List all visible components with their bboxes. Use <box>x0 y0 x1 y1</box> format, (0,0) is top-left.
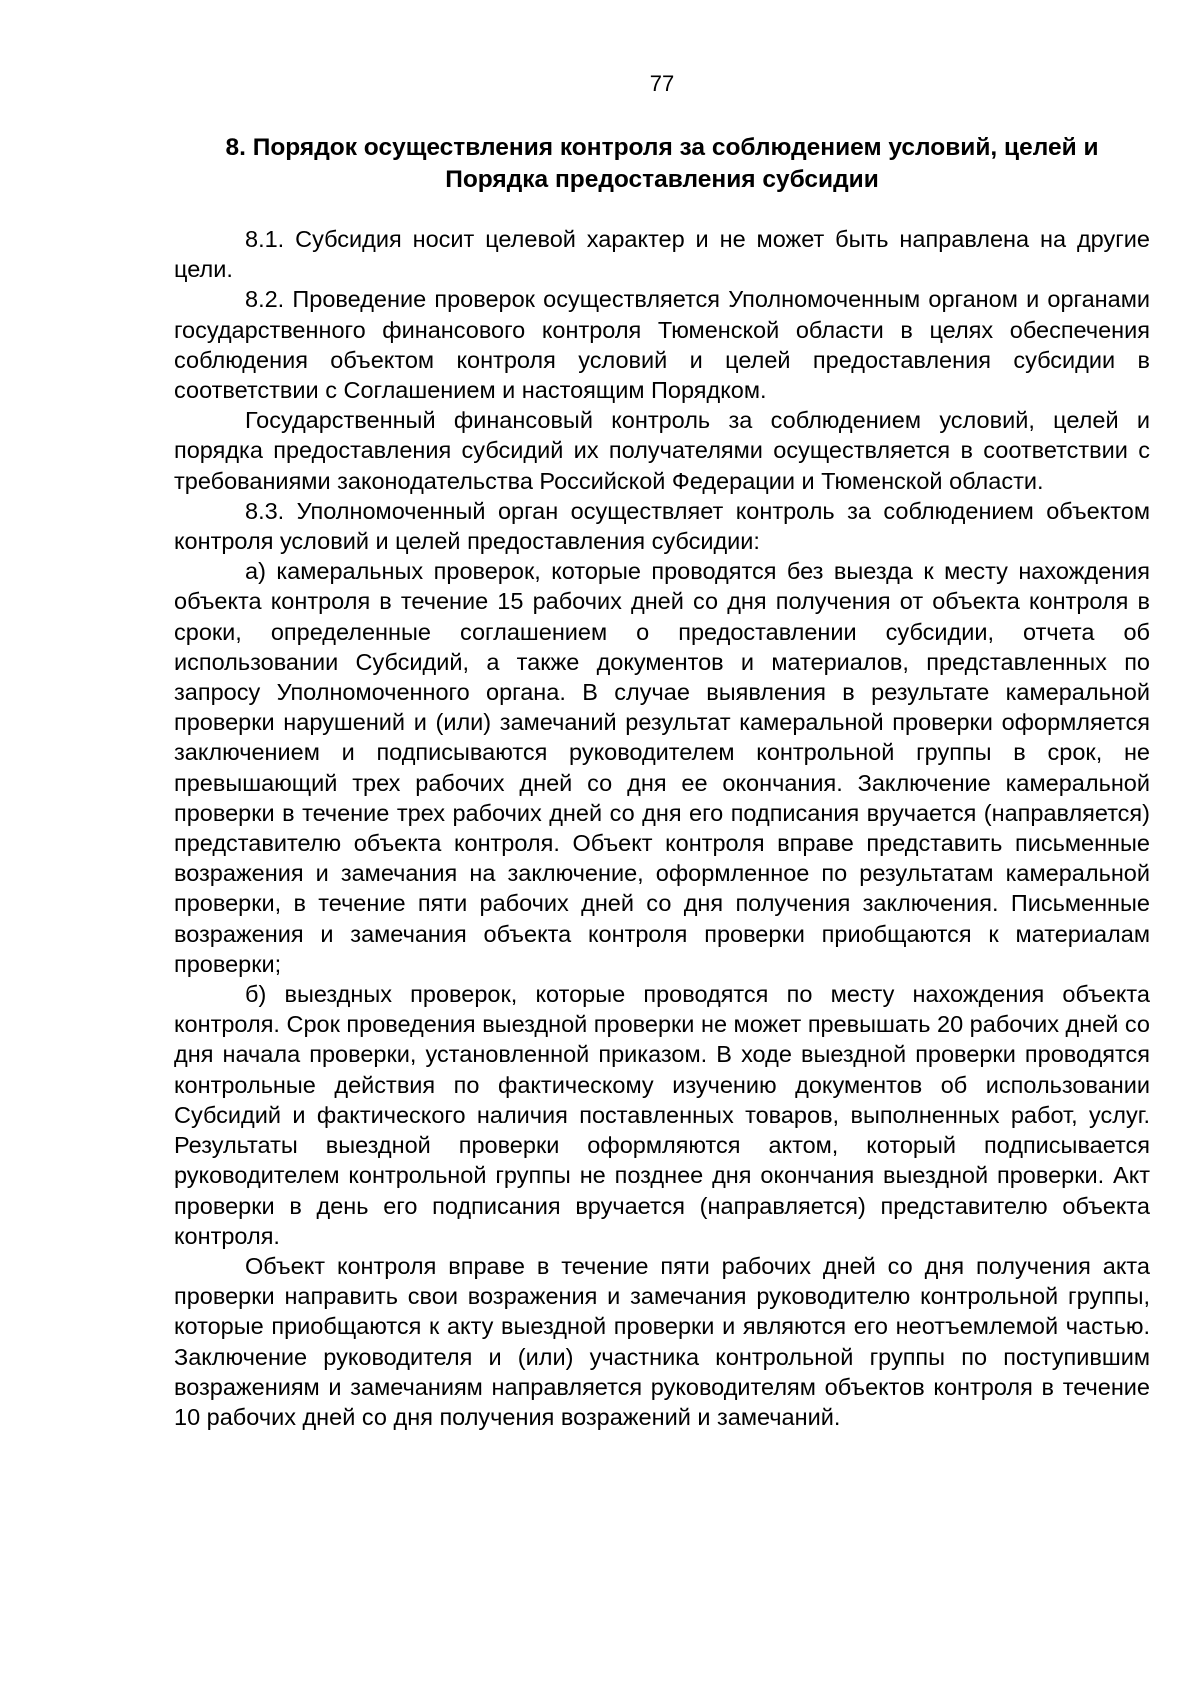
paragraph-item-b: б) выездных проверок, которые проводятся по месту нахождения объекта контроля. Срок проведения выездной проверки не может превышать 20 рабочих дней со дня начала проверки, установленной приказом. В ходе выездной проверки проводятся контрольные действия по фактическому изучению документов об использовании Субсидий и фактического наличия поставленных товаров, выполненных работ, услуг. Результаты выездной проверки оформляются актом, который подписывается руководителем контрольной группы не позднее дня окончания выездной проверки. Акт проверки в день его подписания вручается (направляется) представителю объекта контроля. <box>174 981 1150 1249</box>
paragraph-8-1: 8.1. Субсидия носит целевой характер и не может быть направлена на другие цели. <box>174 226 1150 283</box>
paragraph-objections: Объект контроля вправе в течение пяти рабочих дней со дня получения акта проверки направить свои возражения и замечания руководителю контрольной группы, которые приобщаются к акту выездной проверки и являются его неотъемлемой частью. Заключение руководителя и (или) участника контрольной группы по поступившим возражениям и замечаниям направляется руководителям объектов контроля в течение 10 рабочих дней со дня получения возражений и замечаний. <box>174 1252 1150 1430</box>
section-title-line-2: Порядка предоставления субсидии <box>445 166 879 193</box>
section-title <box>174 132 1150 196</box>
paragraph-8-2: 8.2. Проведение проверок осуществляется Уполномоченным органом и органами государственного финансового контроля Тюменской области в целях обеспечения соблюдения объектом контроля условий и целей предоставления субсидии в соответствии с Соглашением и настоящим Порядком. <box>174 286 1150 404</box>
page-number: 77 <box>649 71 675 96</box>
paragraph-8-3: 8.3. Уполномоченный орган осуществляет контроль за соблюдением объектом контроля условий и целей предоставления субсидии: <box>174 497 1150 555</box>
document-page <box>174 70 1150 1432</box>
paragraph-state-control: Государственный финансовый контроль за соблюдением условий, целей и порядка предоставления субсидий их получателями осуществляется в соответствии с требованиями законодательства Российской Федерации и Тюменской области. <box>174 407 1150 494</box>
paragraph-item-a: а) камеральных проверок, которые проводятся без выезда к месту нахождения объекта контроля в течение 15 рабочих дней со дня получения от объекта контроля в сроки, определенные соглашением о предоставлении субсидии, отчета об использовании Субсидий, а также документов и материалов, представленных по запросу Уполномоченного органа. В случае выявления в результате камеральной проверки нарушений и (или) замечаний результат камеральной проверки оформляется заключением и подписываются руководителем контрольной группы в срок, не превышающий трех рабочих дней со дня ее окончания. Заключение камеральной проверки в течение трех рабочих дней со дня его подписания вручается (направляется) представителю объекта контроля. Объект контроля вправе представить письменные возражения и замечания на заключение, оформленное по результатам камеральной проверки, в течение пяти рабочих дней со дня получения заключения. Письменные возражения и замечания объекта контроля проверки приобщаются к материалам проверки; <box>174 558 1150 977</box>
section-title-line-1: 8. Порядок осуществления контроля за соблюдением условий, целей и <box>225 134 1099 161</box>
